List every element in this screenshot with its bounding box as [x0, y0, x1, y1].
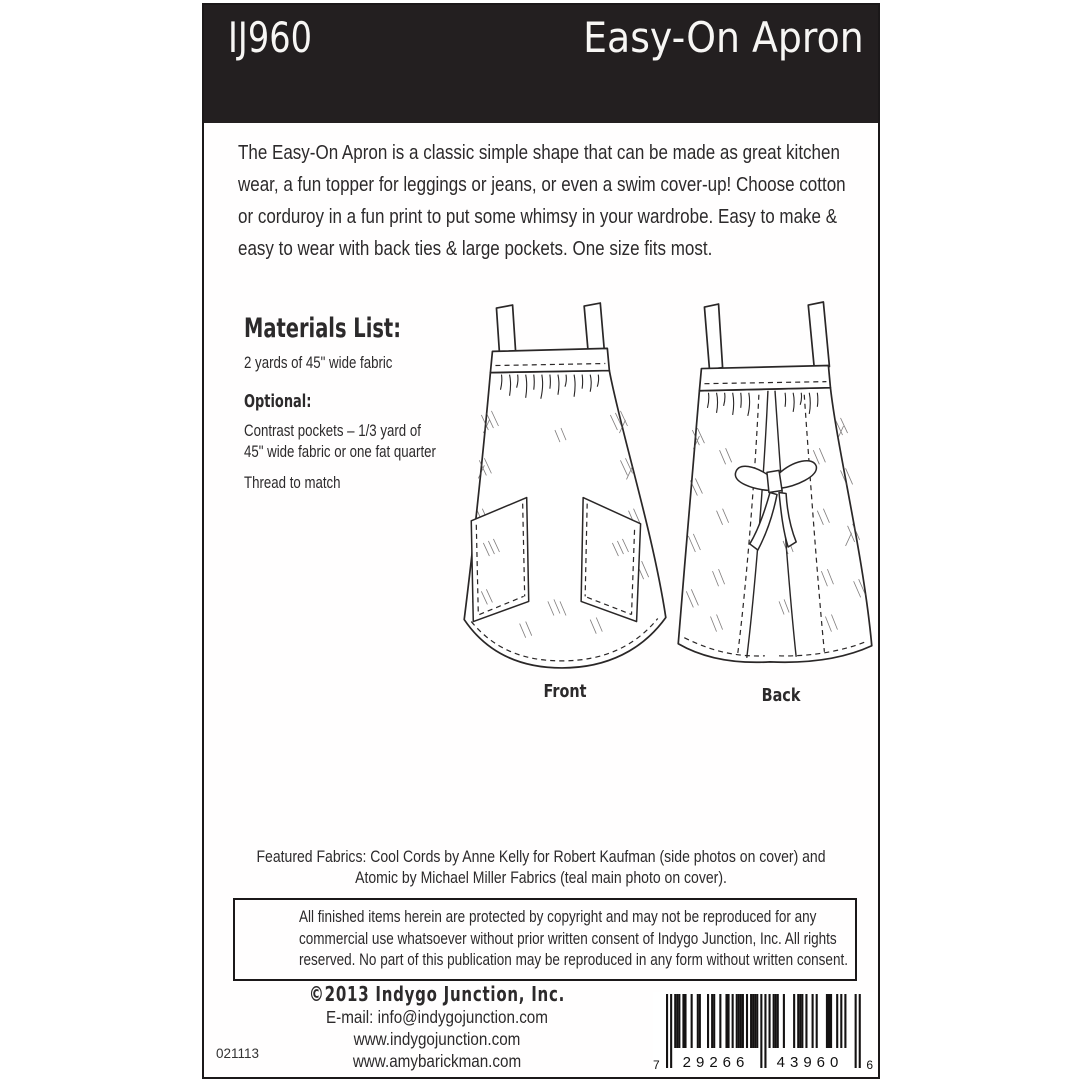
upc-left-digit: 7: [653, 1058, 660, 1072]
description-paragraph: [238, 137, 953, 265]
copyright-notice-line: reserved. No part of this publication may be reproduced in any form without written consent.: [299, 951, 849, 969]
upc-barcode: [653, 992, 875, 1074]
copyright-notice-box: [233, 898, 857, 981]
copyright-notice-line: All finished items herein are protected by copyright and may not be reproduced for any: [299, 908, 817, 926]
description-line: wear, a fun topper for leggings or jeans, or even a swim cover-up! Choose cotton: [238, 174, 846, 196]
upc-right-digit: 6: [866, 1058, 873, 1072]
optional-heading: Optional:: [244, 391, 312, 412]
optional-line: 45" wide fabric or one fat quarter: [244, 442, 436, 461]
header-band: [204, 5, 878, 123]
featured-fabrics-note: [204, 847, 878, 889]
description-line: The Easy-On Apron is a classic simple shape that can be made as great kitchen: [238, 142, 840, 164]
back-view-label: Back: [761, 685, 801, 706]
materials-yardage: 2 yards of 45" wide fabric: [244, 353, 393, 372]
thread-note: Thread to match: [244, 473, 341, 492]
front-view-label: Front: [543, 681, 587, 702]
featured-fabrics-line: Featured Fabrics: Cool Cords by Anne Kelly for Robert Kaufman (side photos on cover) and: [256, 848, 826, 866]
description-line: or corduroy in a fun print to put some whimsy in your wardrobe. Easy to make &: [238, 206, 838, 228]
pattern-number: IJ960: [228, 13, 312, 62]
upc-digit-group: 43960: [776, 1054, 844, 1071]
materials-heading: Materials List:: [244, 313, 402, 344]
publisher-contact-block: [256, 982, 618, 1072]
upc-digit-group: 29266: [682, 1054, 750, 1071]
pattern-envelope-back: [202, 3, 880, 1079]
apron-back-illustration: [674, 299, 876, 677]
featured-fabrics-line: Atomic by Michael Miller Fabrics (teal main photo on cover).: [355, 869, 727, 887]
pattern-title: Easy-On Apron: [583, 13, 864, 62]
upc-bars: [666, 994, 862, 1072]
publisher-website: www.amybarickman.com: [352, 1051, 522, 1071]
copyright-notice-line: commercial use whatsoever without prior written consent of Indygo Junction, Inc. All rights: [299, 929, 837, 948]
apron-front-illustration: [459, 299, 671, 677]
publisher-copyright: ©2013 Indygo Junction, Inc.: [308, 982, 566, 1006]
materials-list: [244, 313, 490, 493]
optional-line: Contrast pockets – 1/3 yard of: [244, 421, 421, 440]
description-line: easy to wear with back ties & large pockets. One size fits most.: [238, 238, 713, 260]
publisher-email: E-mail: info@indygojunction.com: [326, 1007, 548, 1027]
publisher-website: www.indygojunction.com: [353, 1029, 521, 1049]
print-code-number: 021113: [216, 1046, 260, 1061]
